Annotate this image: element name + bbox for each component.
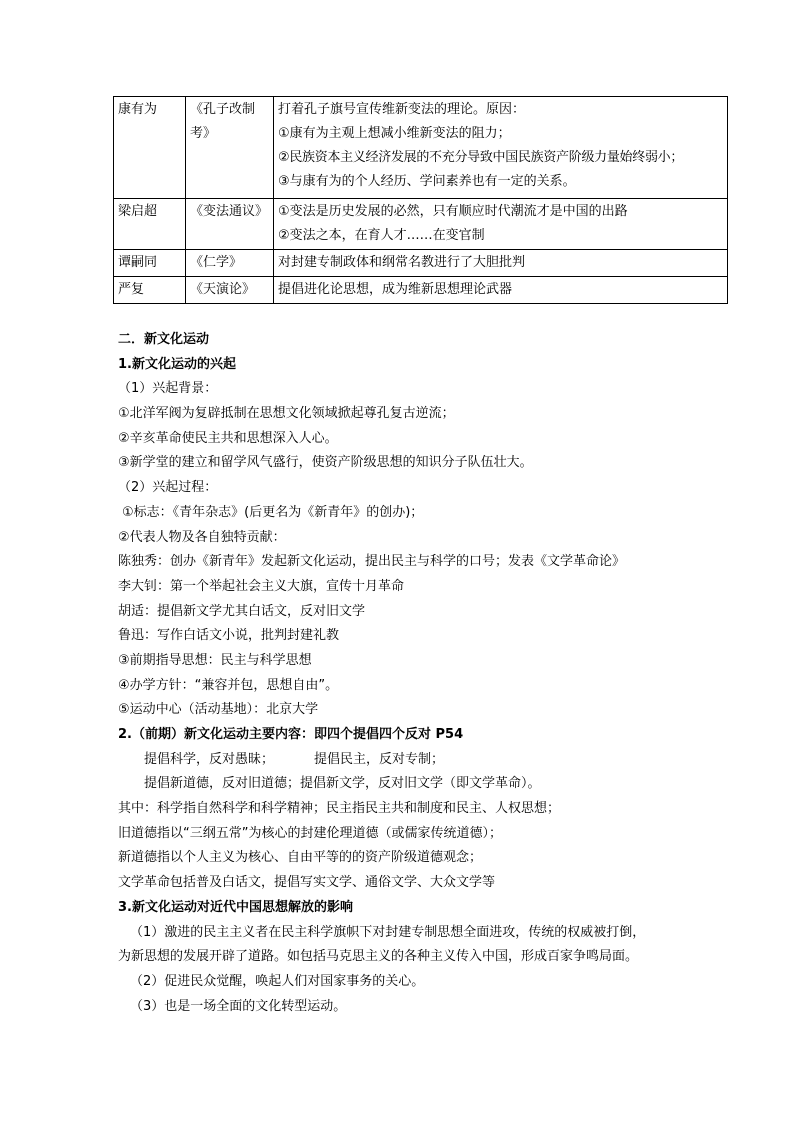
content-note: 旧道德指以“三纲五常”为核心的封建伦理道德（或儒家传统道德）； bbox=[118, 825, 502, 841]
cell-line: 打着孔子旗号宣传维新变法的理论。原因： bbox=[278, 102, 526, 117]
work-title: 《变法通议》 bbox=[190, 204, 269, 219]
content-cell bbox=[274, 250, 728, 277]
person-name: 梁启超 bbox=[118, 204, 158, 219]
content-note: 其中：科学指自然科学和科学精神；民主指民主共和制度和民主、人权思想； bbox=[118, 801, 561, 817]
process-item: ④办学方针：“兼容并包，思想自由”。 bbox=[118, 677, 339, 693]
person-cell bbox=[114, 250, 186, 277]
effect-item: （1）激进的民主主义者在民主科学旗帜下对封建专制思想全面进攻，传统的权威被打倒， bbox=[130, 924, 646, 940]
content-note: 文学革命包括普及白话文，提倡写实文学、通俗文学、大众文学等 bbox=[118, 875, 496, 891]
table-row bbox=[114, 250, 728, 277]
process-item: ⑤运动中心（活动基地）：北京大学 bbox=[118, 702, 319, 718]
work-cell bbox=[186, 97, 274, 199]
section-content bbox=[118, 328, 718, 1019]
process-people: ②代表人物及各自独特贡献： bbox=[118, 529, 286, 545]
content-row: 提倡新道德，反对旧道德；提倡新文学，反对旧文学（即文学革命）。 bbox=[144, 776, 541, 792]
work-cell bbox=[186, 250, 274, 277]
process-mark: ①标志：《青年杂志》(后更名为《新青年》的创办)； bbox=[122, 504, 424, 520]
reformers-table bbox=[113, 96, 728, 304]
work-title: 《仁学》 bbox=[190, 255, 243, 270]
person-cell bbox=[114, 277, 186, 304]
work-cell bbox=[186, 199, 274, 250]
table-row bbox=[114, 97, 728, 199]
person-name: 严复 bbox=[118, 282, 145, 297]
heading-2: 2.（前期）新文化运动主要内容：即四个提倡四个反对 P54 bbox=[118, 727, 464, 742]
content-cell bbox=[274, 97, 728, 199]
background-item: ③新学堂的建立和留学风气盛行，使资产阶级思想的知识分子队伍壮大。 bbox=[118, 455, 533, 471]
effect-item: （3）也是一场全面的文化转型运动。 bbox=[130, 998, 347, 1014]
background-item: ②辛亥革命使民主共和思想深入人心。 bbox=[118, 430, 338, 446]
cell-line: 提倡进化论思想，成为维新思想理论武器 bbox=[278, 282, 513, 297]
person-item: 胡适：提倡新文学尤其白话文，反对旧文学 bbox=[118, 603, 366, 619]
table-row bbox=[114, 277, 728, 304]
subheading-background: （1）兴起背景： bbox=[118, 381, 218, 397]
cell-line: ①康有为主观上想减小维新变法的阻力； bbox=[278, 126, 511, 141]
heading-3: 3.新文化运动对近代中国思想解放的影响 bbox=[118, 899, 353, 915]
cell-line: ②民族资本主义经济发展的不充分导致中国民族资产阶级力量始终弱小； bbox=[278, 150, 684, 165]
person-item: 鲁迅：写作白话文小说，批判封建礼教 bbox=[118, 628, 340, 644]
cell-line: ③与康有为的个人经历、学问素养也有一定的关系。 bbox=[278, 174, 576, 189]
section-title: 二．新文化运动 bbox=[118, 332, 210, 347]
content-item: 提倡民主，反对专制； bbox=[314, 751, 445, 767]
person-name: 谭嗣同 bbox=[118, 255, 158, 270]
work-title: 《天演论》 bbox=[190, 282, 256, 297]
cell-line: ②变法之本，在育人才……在变官制 bbox=[278, 228, 485, 243]
effect-item-cont: 为新思想的发展开辟了道路。如包括马克思主义的各种主义传入中国，形成百家争鸣局面。 bbox=[118, 949, 639, 965]
content-cell bbox=[274, 277, 728, 304]
work-cell bbox=[186, 277, 274, 304]
heading-1: 1.新文化运动的兴起 bbox=[118, 356, 236, 372]
cell-line: ①变法是历史发展的必然，只有顺应时代潮流才是中国的出路 bbox=[278, 204, 628, 219]
content-cell bbox=[274, 199, 728, 250]
person-name: 康有为 bbox=[118, 102, 158, 117]
content-row bbox=[118, 748, 718, 773]
effect-item: （2）促进民众觉醒，唤起人们对国家事务的关心。 bbox=[130, 973, 425, 989]
cell-line: 对封建专制政体和纲常名教进行了大胆批判 bbox=[278, 255, 526, 270]
person-item: 陈独秀：创办《新青年》发起新文化运动，提出民主与科学的口号；发表《文学革命论》 bbox=[118, 554, 626, 570]
subheading-process: （2）兴起过程： bbox=[118, 480, 218, 496]
table-row bbox=[114, 199, 728, 250]
person-cell bbox=[114, 97, 186, 199]
content-item: 提倡科学，反对愚昧； bbox=[144, 751, 275, 767]
content-note: 新道德指以个人主义为核心、自由平等的的资产阶级道德观念； bbox=[118, 850, 483, 866]
person-item: 李大钊：第一个举起社会主义大旗，宣传十月革命 bbox=[118, 578, 405, 594]
work-title: 《孔子改制考》 bbox=[190, 102, 256, 141]
background-item: ①北洋军阀为复辟抵制在思想文化领域掀起尊孔复古逆流； bbox=[118, 406, 455, 422]
person-cell bbox=[114, 199, 186, 250]
process-item: ③前期指导思想：民主与科学思想 bbox=[118, 652, 312, 668]
